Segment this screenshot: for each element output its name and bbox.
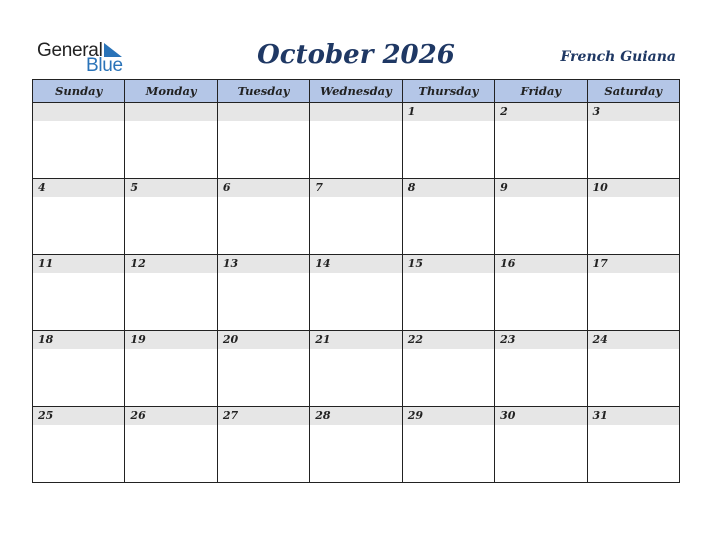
day-cell <box>310 407 402 483</box>
day-cell <box>495 179 587 255</box>
week-row <box>33 331 680 407</box>
logo-word-blue: Blue <box>86 55 123 76</box>
day-number: 24 <box>588 331 679 349</box>
day-cell <box>587 255 679 331</box>
day-cell <box>402 407 494 483</box>
day-cell <box>587 331 679 407</box>
day-number: 13 <box>218 255 309 273</box>
weekday-header: Thursday <box>402 80 494 103</box>
day-number: 31 <box>588 407 679 425</box>
day-cell <box>217 407 309 483</box>
day-number: 25 <box>33 407 124 425</box>
day-number: 3 <box>588 103 679 121</box>
day-cell <box>495 407 587 483</box>
calendar-grid <box>32 79 680 483</box>
day-number <box>33 103 124 121</box>
day-cell <box>495 255 587 331</box>
day-cell <box>402 255 494 331</box>
day-cell <box>125 407 217 483</box>
week-row <box>33 179 680 255</box>
day-cell <box>402 331 494 407</box>
day-number: 26 <box>125 407 216 425</box>
day-number: 29 <box>403 407 494 425</box>
day-cell <box>125 179 217 255</box>
day-cell <box>217 255 309 331</box>
day-number: 7 <box>310 179 401 197</box>
weekday-header: Wednesday <box>310 80 402 103</box>
day-number: 14 <box>310 255 401 273</box>
day-cell <box>310 179 402 255</box>
day-number: 19 <box>125 331 216 349</box>
day-number <box>125 103 216 121</box>
day-number: 5 <box>125 179 216 197</box>
day-number: 10 <box>588 179 679 197</box>
weekday-header-row <box>33 80 680 103</box>
week-row <box>33 103 680 179</box>
day-number <box>310 103 401 121</box>
day-cell <box>310 331 402 407</box>
day-number: 30 <box>495 407 586 425</box>
day-cell <box>217 179 309 255</box>
week-row <box>33 407 680 483</box>
day-number: 17 <box>588 255 679 273</box>
weekday-header: Friday <box>495 80 587 103</box>
day-cell <box>310 255 402 331</box>
day-cell <box>33 179 125 255</box>
weekday-header: Saturday <box>587 80 679 103</box>
day-number: 18 <box>33 331 124 349</box>
day-number: 15 <box>403 255 494 273</box>
day-number: 11 <box>33 255 124 273</box>
weekday-header: Monday <box>125 80 217 103</box>
day-cell <box>33 331 125 407</box>
day-number: 9 <box>495 179 586 197</box>
day-number: 20 <box>218 331 309 349</box>
day-number: 27 <box>218 407 309 425</box>
weekday-header: Sunday <box>33 80 125 103</box>
week-row <box>33 255 680 331</box>
day-number: 22 <box>403 331 494 349</box>
day-number <box>218 103 309 121</box>
day-cell <box>125 255 217 331</box>
day-cell <box>310 103 402 179</box>
day-number: 1 <box>403 103 494 121</box>
day-cell <box>402 103 494 179</box>
day-cell <box>495 331 587 407</box>
day-cell <box>125 103 217 179</box>
day-number: 4 <box>33 179 124 197</box>
day-number: 2 <box>495 103 586 121</box>
day-number: 21 <box>310 331 401 349</box>
day-number: 8 <box>403 179 494 197</box>
day-cell <box>33 407 125 483</box>
day-cell <box>125 331 217 407</box>
day-cell <box>33 103 125 179</box>
logo-word-general: General <box>37 40 103 61</box>
day-cell <box>587 179 679 255</box>
day-number: 28 <box>310 407 401 425</box>
weekday-header: Tuesday <box>217 80 309 103</box>
day-cell <box>33 255 125 331</box>
day-cell <box>495 103 587 179</box>
day-cell <box>587 407 679 483</box>
day-cell <box>217 331 309 407</box>
region-label: French Guiana <box>560 49 676 65</box>
day-cell <box>217 103 309 179</box>
day-cell <box>402 179 494 255</box>
day-number: 12 <box>125 255 216 273</box>
calendar-title: October 2026 <box>257 40 455 70</box>
day-cell <box>587 103 679 179</box>
day-number: 6 <box>218 179 309 197</box>
day-number: 16 <box>495 255 586 273</box>
day-number: 23 <box>495 331 586 349</box>
